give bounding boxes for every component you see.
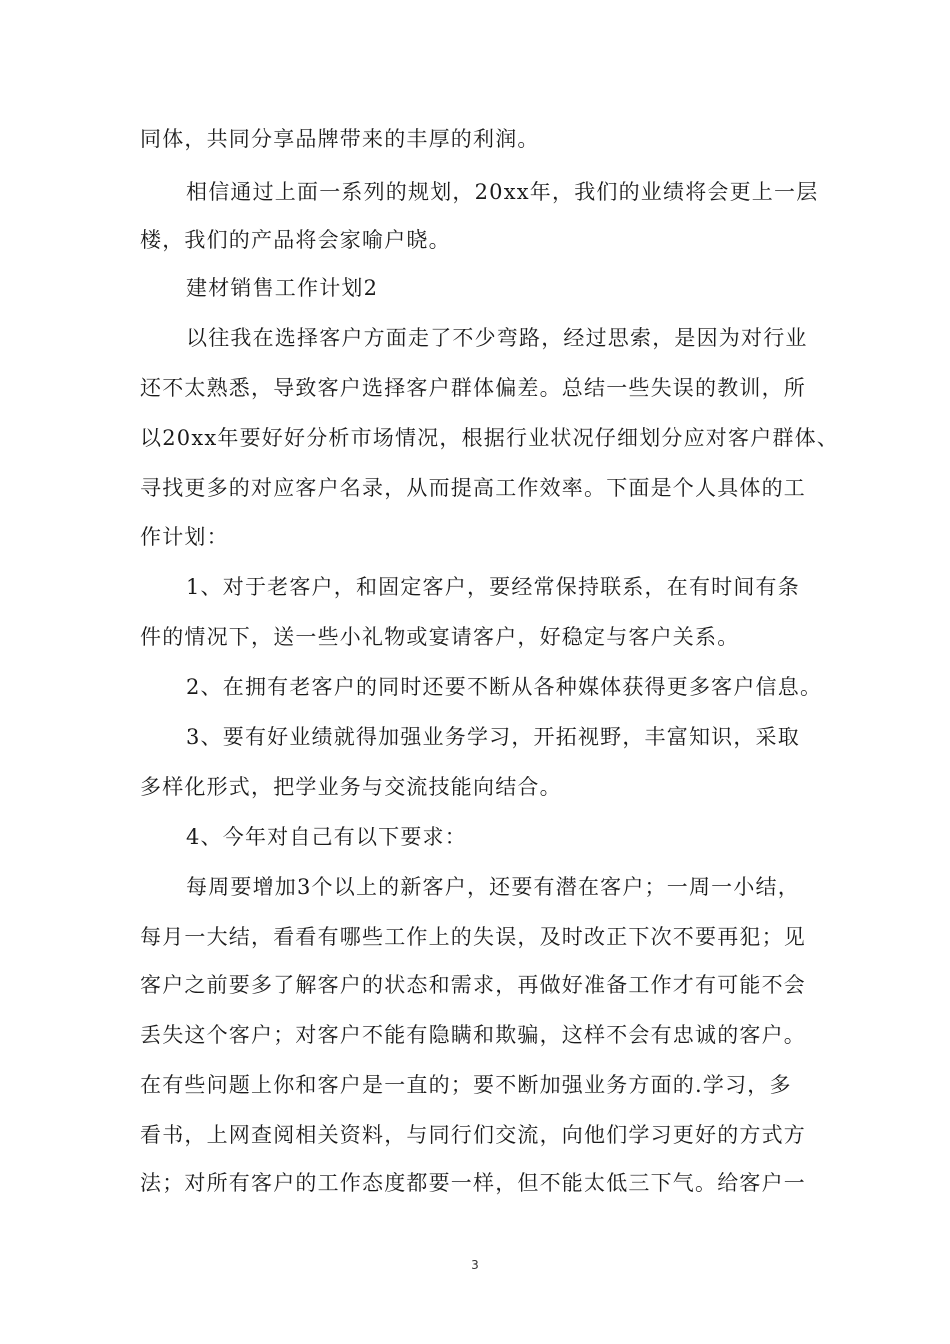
- text-line: 2、在拥有老客户的同时还要不断从各种媒体获得更多客户信息。: [186, 675, 823, 699]
- text-line: 同体，共同分享品牌带来的丰厚的利润。: [140, 127, 540, 151]
- text-line: 客户之前要多了解客户的状态和需求，再做好准备工作才有可能不会: [140, 973, 806, 997]
- text-line: 多样化形式，把学业务与交流技能向结合。: [140, 775, 562, 799]
- text-line: 以20xx年要好好分析市场情况，根据行业状况仔细划分应对客户群体、: [140, 426, 840, 450]
- text-line: 法；对所有客户的工作态度都要一样，但不能太低三下气。给客户一: [140, 1171, 806, 1195]
- page-number: 3: [471, 1258, 479, 1272]
- text-line: 每周要增加3个以上的新客户，还要有潜在客户；一周一小结，: [186, 875, 800, 899]
- text-line: 作计划：: [140, 525, 229, 549]
- section-heading: 建材销售工作计划2: [186, 276, 379, 300]
- text-line: 丢失这个客户；对客户不能有隐瞒和欺骗，这样不会有忠诚的客户。: [140, 1023, 806, 1047]
- text-line: 1、对于老客户，和固定客户，要经常保持联系，在有时间有条: [186, 575, 800, 599]
- text-line: 在有些问题上你和客户是一直的；要不断加强业务方面的.学习，多: [140, 1073, 792, 1097]
- text-line: 每月一大结，看看有哪些工作上的失误，及时改正下次不要再犯；见: [140, 925, 806, 949]
- text-line: 以往我在选择客户方面走了不少弯路，经过思索，是因为对行业: [186, 326, 808, 350]
- text-line: 相信通过上面一系列的规划，20xx年，我们的业绩将会更上一层: [186, 180, 819, 204]
- text-line: 寻找更多的对应客户名录，从而提高工作效率。下面是个人具体的工: [140, 476, 806, 500]
- text-line: 件的情况下，送一些小礼物或宴请客户，好稳定与客户关系。: [140, 625, 740, 649]
- text-line: 还不太熟悉，导致客户选择客户群体偏差。总结一些失误的教训，所: [140, 376, 806, 400]
- text-line: 3、要有好业绩就得加强业务学习，开拓视野，丰富知识，采取: [186, 725, 800, 749]
- text-line: 4、今年对自己有以下要求：: [186, 825, 467, 849]
- text-line: 看书，上网查阅相关资料，与同行们交流，向他们学习更好的方式方: [140, 1123, 806, 1147]
- text-line: 楼，我们的产品将会家喻户晓。: [140, 228, 451, 252]
